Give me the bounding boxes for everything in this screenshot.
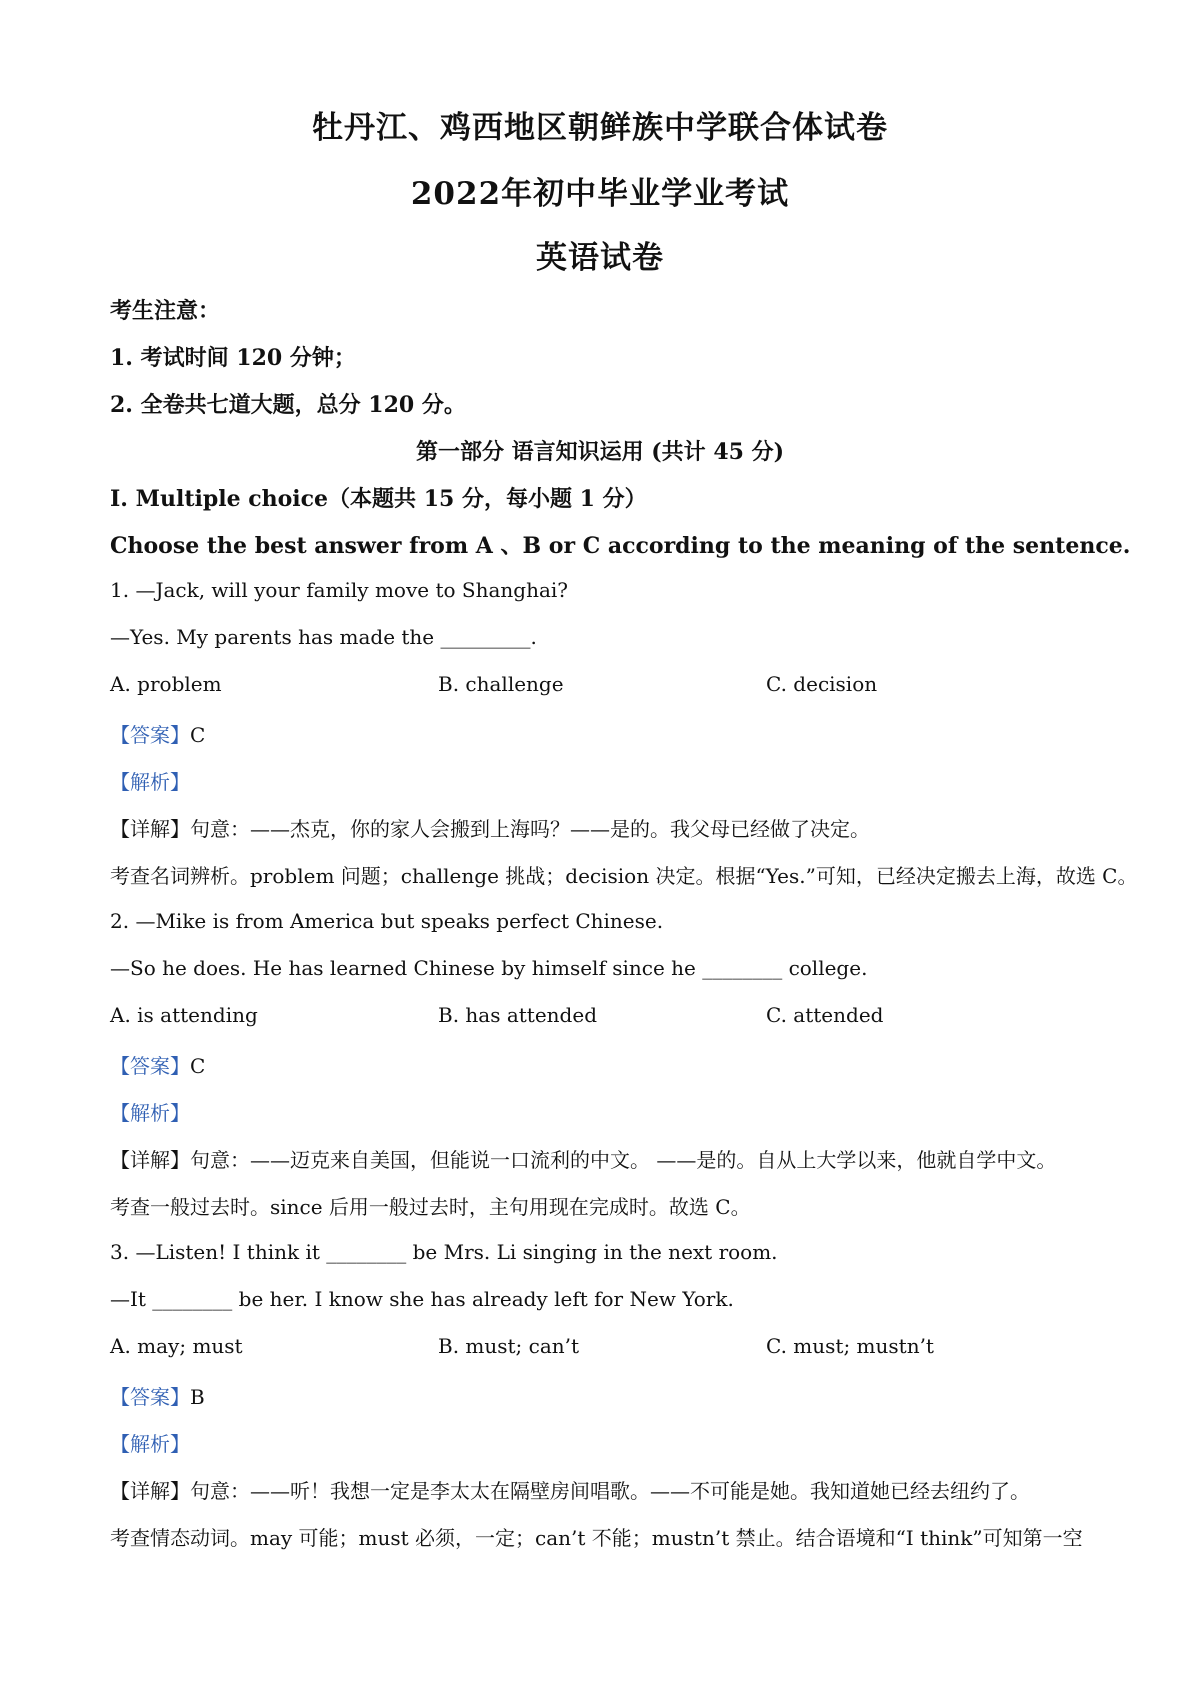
question-3-answer — [110, 1381, 1100, 1410]
exam-title: 牡丹江、鸡西地区朝鲜族中学联合体试卷 — [312, 110, 888, 146]
question-1-analysis-label: 【解析】 — [110, 770, 190, 794]
detail-label: 【详解】 — [110, 1148, 190, 1172]
question-2-explanation: 考查一般过去时。since 后用一般过去时，主句用现在完成时。故选 C。 — [110, 1195, 751, 1219]
question-1-explanation: 考查名词辨析。problem 问题；challenge 挑战；decision 决定。根据“Yes.”可知，已经决定搬去上海，故选 C。 — [110, 864, 1138, 888]
question-2-line-1: 2. —Mike is from America but speaks perfect Chinese. — [110, 909, 664, 933]
question-1-answer — [110, 719, 1100, 748]
question-3-explanation: 考查情态动词。may 可能；must 必须，一定；can’t 不能；mustn’t 禁止。结合语境和“I think”可知第一空 — [110, 1526, 1083, 1550]
question-1-line-1: 1. —Jack, will your family move to Shanghai? — [110, 578, 569, 602]
question-2-line-2: —So he does. He has learned Chinese by himself since he ________ college. — [110, 956, 868, 980]
question-2-option-a: A. is attending — [110, 1003, 258, 1027]
question-1-option-c: C. decision — [766, 672, 878, 696]
question-3-analysis-label: 【解析】 — [110, 1432, 190, 1456]
question-1-option-b: B. challenge — [438, 672, 564, 696]
answer-label: 【答案】 — [110, 1054, 190, 1078]
question-2-analysis-label: 【解析】 — [110, 1101, 190, 1125]
section-instruction: Choose the best answer from A 、B or C according to the meaning of the sentence. — [110, 533, 1131, 559]
question-2-option-b: B. has attended — [438, 1003, 597, 1027]
answer-value: C — [190, 1054, 206, 1078]
detail-label: 【详解】 — [110, 1479, 190, 1503]
exam-subtitle: 2022年初中毕业学业考试 — [410, 176, 790, 212]
question-2-option-c: C. attended — [766, 1003, 884, 1027]
question-1-option-a: A. problem — [110, 672, 222, 696]
section-title: I. Multiple choice（本题共 15 分，每小题 1 分） — [110, 486, 647, 512]
part-heading: 第一部分 语言知识运用 (共计 45 分) — [415, 439, 785, 465]
detail-text: 句意：——杰克，你的家人会搬到上海吗？——是的。我父母已经做了决定。 — [190, 817, 870, 841]
answer-label: 【答案】 — [110, 1385, 190, 1409]
detail-text: 句意：——迈克来自美国，但能说一口流利的中文。 ——是的。自从上大学以来，他就自学中文。 — [190, 1148, 1057, 1172]
question-2-detail — [110, 1144, 1100, 1173]
question-3-detail — [110, 1475, 1100, 1504]
question-3-line-2: —It ________ be her. I know she has already left for New York. — [110, 1287, 734, 1311]
question-1-detail — [110, 813, 1100, 842]
notice-heading: 考生注意： — [110, 298, 221, 324]
answer-value: B — [190, 1385, 205, 1409]
question-3-option-b: B. must; can’t — [438, 1334, 580, 1358]
question-3-option-a: A. may; must — [110, 1334, 243, 1358]
notice-item-1: 1. 考试时间 120 分钟； — [110, 345, 356, 371]
notice-item-2: 2. 全卷共七道大题，总分 120 分。 — [110, 392, 466, 418]
question-1-line-2: —Yes. My parents has made the _________. — [110, 625, 537, 649]
question-3-option-c: C. must; mustn’t — [766, 1334, 934, 1358]
answer-value: C — [190, 723, 206, 747]
detail-text: 句意：——听！我想一定是李太太在隔壁房间唱歌。——不可能是她。我知道她已经去纽约了。 — [190, 1479, 1030, 1503]
question-3-line-1: 3. —Listen! I think it ________ be Mrs. Li singing in the next room. — [110, 1240, 778, 1264]
question-2-answer — [110, 1050, 1100, 1079]
answer-label: 【答案】 — [110, 723, 190, 747]
detail-label: 【详解】 — [110, 817, 190, 841]
subject-title: 英语试卷 — [536, 240, 664, 276]
